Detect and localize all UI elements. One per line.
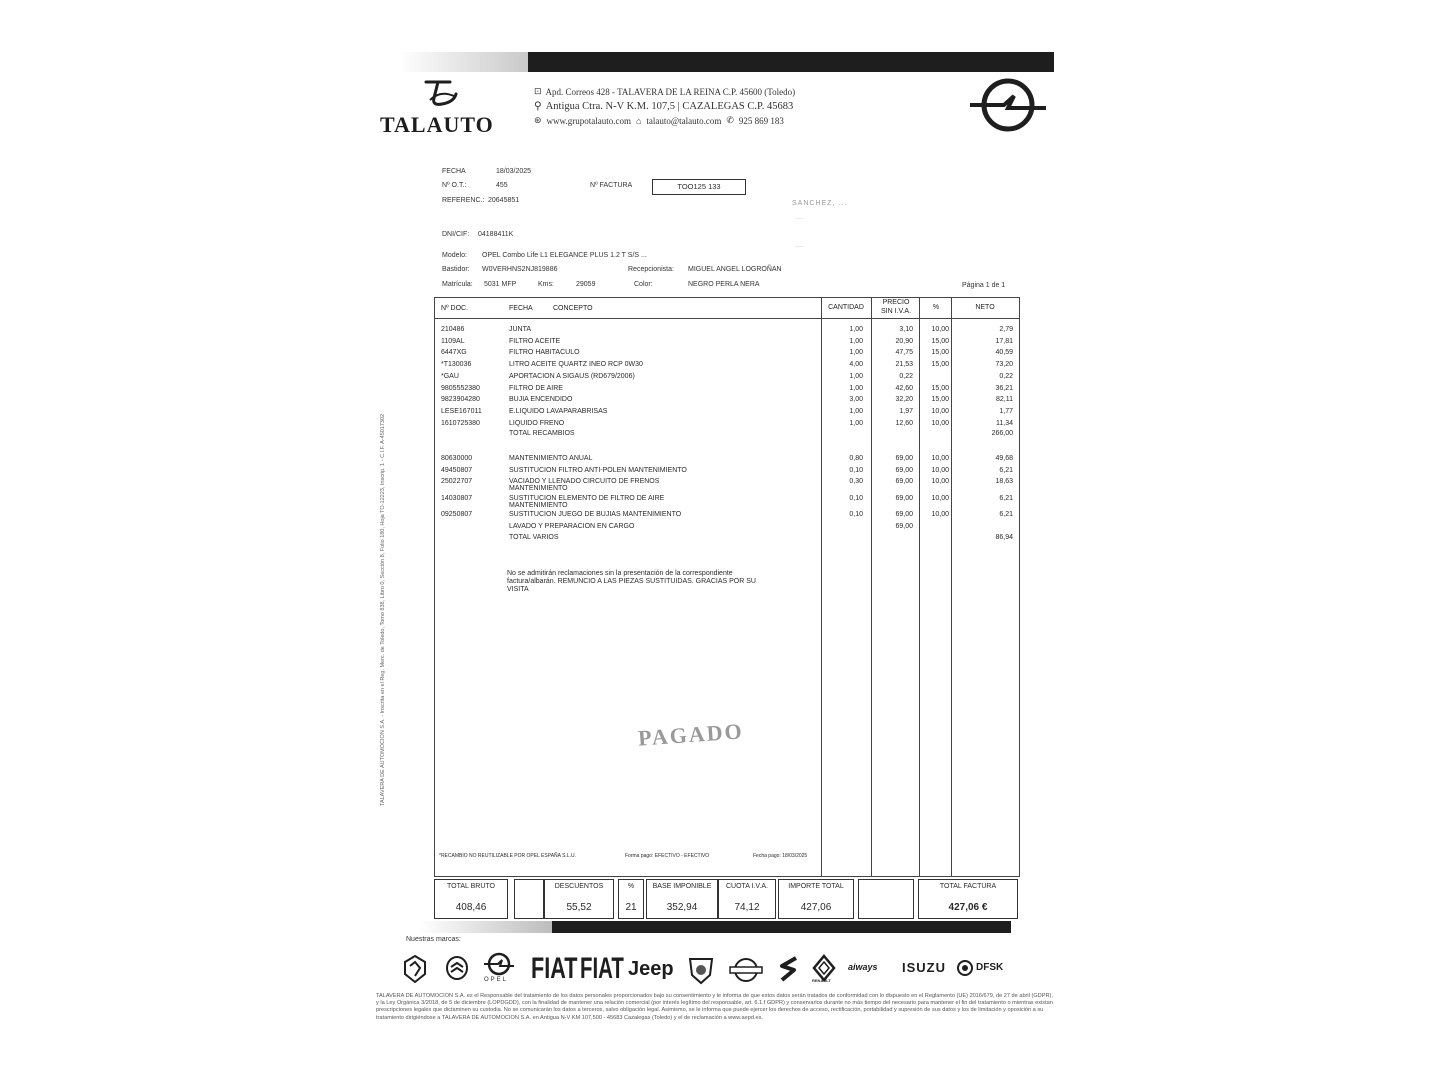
row-cantidad: 1,00 xyxy=(849,349,863,357)
renault-logo-icon xyxy=(810,954,838,989)
location-pin-icon: ⚲ xyxy=(534,101,542,112)
row-neto: 18,63 xyxy=(995,478,1013,485)
row-concepto: MANTENIMIENTO ANUAL xyxy=(509,455,593,462)
base-imponible-value: 352,94 xyxy=(666,902,698,913)
row-neto: 6,21 xyxy=(999,511,1013,518)
row-doc: 09250807 xyxy=(441,511,473,518)
row-concepto: APORTACION A SIGAUS (RD679/2006) xyxy=(509,372,635,380)
kms-value: 29059 xyxy=(576,281,596,288)
total-bruto-value: 408,46 xyxy=(455,902,487,913)
row-cantidad: 0,10 xyxy=(849,494,863,502)
recepcionista-value: MIGUEL ANGEL LOGROÑAN xyxy=(688,266,782,273)
row-neto: 82,11 xyxy=(996,396,1013,404)
jeep-brand-text: Jeep xyxy=(628,958,674,980)
aiways-brand-text: aiways xyxy=(848,962,878,972)
opel-logo xyxy=(968,78,1048,137)
brands-label: Nuestras marcas: xyxy=(406,936,461,943)
row-pct: 10,00 xyxy=(931,419,949,427)
row-cantidad: 4,00 xyxy=(849,361,863,369)
color-label: Color: xyxy=(634,281,653,288)
address-block xyxy=(534,86,795,126)
total-bruto-label: TOTAL BRUTO xyxy=(447,883,495,890)
row-cantidad: 0,10 xyxy=(849,466,863,474)
row-neto: 2,79 xyxy=(999,326,1013,333)
row-doc: 9823904280 xyxy=(441,396,480,404)
header-bar xyxy=(528,52,1054,72)
bastidor-value: W0VERHNS2NJ819886 xyxy=(482,266,558,273)
row-cantidad: 1,00 xyxy=(849,337,863,345)
descuentos-label: DESCUENTOS xyxy=(554,883,604,890)
total-bruto-box xyxy=(434,879,508,919)
nissan-logo-icon xyxy=(728,955,764,990)
row-cantidad: 1,00 xyxy=(849,326,863,333)
row-concepto: LIQUIDO FRENO xyxy=(509,419,565,427)
header-bar-fade xyxy=(400,52,528,72)
col-divider-cantidad xyxy=(821,298,822,876)
row-neto: 36,21 xyxy=(995,384,1013,392)
footer-note-payment: Forma pago: EFECTIVO - EFECTIVO xyxy=(625,853,710,859)
company-phone: 925 869 183 xyxy=(738,115,784,126)
row-doc: *T130036 xyxy=(441,361,472,369)
dni-label: DNI/CIF: xyxy=(442,231,470,238)
row-pct: 10,00 xyxy=(931,326,949,333)
bastidor-label: Bastidor: xyxy=(442,266,470,273)
footer-note-date: Fecha pago: 18/03/2025 xyxy=(753,853,808,859)
base-imponible-label: BASE IMPONIBLE xyxy=(652,883,712,890)
row-neto: 6,21 xyxy=(999,494,1013,502)
ot-value: 455 xyxy=(496,182,508,189)
modelo-label: Modelo: xyxy=(442,252,467,259)
total-recambios-value: 266,00 xyxy=(991,430,1013,437)
row-concepto: VACIADO Y LLENADO CIRCUITO DE FRENOS xyxy=(509,478,660,485)
customer-line-2: ... xyxy=(796,214,805,221)
header-pct: % xyxy=(932,304,940,311)
row-concepto: BUJIA ENCENDIDO xyxy=(509,396,573,404)
renault-brand-text: RENAULT xyxy=(812,978,831,983)
row-concepto: FILTRO HABITACULO xyxy=(509,349,580,357)
referencia-label: REFERENC.: xyxy=(442,197,485,204)
abarth-logo-icon xyxy=(686,955,716,990)
importe-total-box xyxy=(778,879,854,919)
row-precio: 0,22 xyxy=(899,372,913,380)
row-doc: *GAU xyxy=(441,372,459,380)
cuota-iva-label: CUOTA I.V.A. xyxy=(725,883,768,890)
iva-pct-value: 21 xyxy=(625,902,637,913)
header-neto: NETO xyxy=(975,304,995,311)
empty-box xyxy=(514,879,544,919)
total-varios-value: 86,94 xyxy=(995,534,1013,541)
row-concepto: LITRO ACEITE QUARTZ INEO RCP 0W30 xyxy=(509,361,643,369)
row-concepto: SUSTITUCION JUEGO DE BUJIAS MANTENIMIENTO xyxy=(509,511,682,518)
total-factura-label: TOTAL FACTURA xyxy=(939,883,997,890)
row-pct: 10,00 xyxy=(931,511,949,518)
matricula-value: 5031 MFP xyxy=(484,281,517,288)
row-precio: 69,00 xyxy=(895,478,913,485)
fiat-brand-text: FIAT xyxy=(531,952,578,985)
customer-line-3: ... xyxy=(796,242,805,249)
row-pct: 10,00 xyxy=(931,494,949,502)
row-doc: 210486 xyxy=(441,326,465,333)
row-pct: 10,00 xyxy=(931,407,949,415)
row-neto: 49,68 xyxy=(995,455,1013,462)
row-concepto-cont: MANTENIMIENTO xyxy=(509,501,568,509)
opel-brand-text: OPEL xyxy=(484,977,509,983)
row-cantidad: 1,00 xyxy=(849,372,863,380)
cuota-iva-value: 74,12 xyxy=(734,902,760,913)
row-concepto: E.LIQUIDO LAVAPARABRISAS xyxy=(509,407,608,415)
cuota-iva-box xyxy=(718,879,776,919)
row-doc: LESE167011 xyxy=(441,407,482,415)
row-precio: 42,60 xyxy=(895,384,913,392)
row-cantidad: 1,00 xyxy=(849,419,863,427)
row-pct: 10,00 xyxy=(931,455,949,462)
col-divider-precio xyxy=(871,298,872,876)
factura-number: TOO125 133 xyxy=(652,179,746,195)
row-pct: 10,00 xyxy=(931,466,949,474)
row-concepto: SUSTITUCION ELEMENTO DE FILTRO DE AIRE xyxy=(509,494,665,502)
row-precio: 69,00 xyxy=(895,511,913,518)
factura-label: Nº FACTURA xyxy=(590,182,633,189)
invoice-table xyxy=(434,297,1020,877)
row-neto: 6,21 xyxy=(999,466,1013,474)
dfsk-brand-text: DFSK xyxy=(976,962,1004,973)
row-neto: 73,20 xyxy=(995,361,1013,369)
matricula-label: Matrícula: xyxy=(442,281,473,288)
row-doc: 25022707 xyxy=(441,478,473,485)
row-cantidad: 1,00 xyxy=(849,384,863,392)
row-precio: 47,75 xyxy=(895,349,913,357)
row-concepto: SUSTITUCION FILTRO ANTI-POLEN MANTENIMIENTO xyxy=(509,466,687,474)
dfsk-logo-icon xyxy=(956,959,974,982)
header-concepto: CONCEPTO xyxy=(553,305,593,312)
row-doc: 1109AL xyxy=(441,337,465,345)
peugeot-logo-icon xyxy=(402,954,428,989)
citroen-logo-icon xyxy=(444,954,470,989)
ot-label: Nº O.T.: xyxy=(442,182,467,189)
row-cantidad: 1,00 xyxy=(849,407,863,415)
fecha-value: 18/03/2025 xyxy=(496,168,532,175)
row-doc: 9805552380 xyxy=(441,384,480,392)
customer-line-1: SANCHEZ, ... xyxy=(792,200,848,207)
col-divider-pct xyxy=(919,298,920,876)
talauto-logo-mark xyxy=(420,76,462,115)
total-factura-box xyxy=(918,879,1018,919)
row-precio: 69,00 xyxy=(895,522,913,530)
descuentos-box xyxy=(544,879,614,919)
total-recambios-label: TOTAL RECAMBIOS xyxy=(509,430,575,437)
row-precio: 69,00 xyxy=(895,494,913,502)
row-concepto: FILTRO ACEITE xyxy=(509,337,561,345)
kms-label: Kms: xyxy=(538,281,554,288)
total-varios-label: TOTAL VARIOS xyxy=(509,534,559,541)
company-email: talauto@talauto.com xyxy=(646,115,722,126)
phone-icon: ✆ xyxy=(726,115,734,125)
importe-total-label: IMPORTE TOTAL xyxy=(788,883,844,890)
importe-total-value: 427,06 xyxy=(800,902,832,913)
suzuki-logo-icon xyxy=(774,954,804,989)
color-value: NEGRO PERLA NERA xyxy=(688,281,760,288)
note-line-2: factura/albarán. REMUNCIO A LAS PIEZAS SUSTITUIDAS. GRACIAS POR SU xyxy=(507,578,756,585)
row-doc: 49450807 xyxy=(441,466,473,474)
page-indicator: Página 1 de 1 xyxy=(962,282,1006,289)
row-precio: 20,90 xyxy=(895,337,913,345)
footer-bar-fade xyxy=(420,921,552,933)
footer-note-left: *RECAMBIO NO REUTILIZABLE POR OPEL ESPAÑA S.L.U. xyxy=(439,853,576,859)
header-precio: PRECIO xyxy=(882,299,910,306)
descuentos-value: 55,52 xyxy=(566,902,592,913)
note-line-3: VISITA xyxy=(507,586,529,593)
row-cantidad: 3,00 xyxy=(849,396,863,404)
row-precio: 69,00 xyxy=(895,466,913,474)
row-precio: 12,60 xyxy=(895,419,913,427)
row-neto: 40,59 xyxy=(995,349,1013,357)
row-concepto-cont: MANTENIMIENTO xyxy=(509,485,568,492)
company-name: TALAUTO xyxy=(380,112,494,137)
total-factura-value: 427,06 € xyxy=(948,902,988,913)
referencia-value: 20645851 xyxy=(488,197,520,204)
row-pct: 15,00 xyxy=(931,349,949,357)
base-imponible-box xyxy=(646,879,718,919)
row-precio: 1,97 xyxy=(899,407,913,415)
row-neto: 11,34 xyxy=(996,419,1013,427)
row-cantidad: 0,80 xyxy=(849,455,863,462)
mailbox-icon: ⊡ xyxy=(534,86,542,96)
table-header-divider xyxy=(435,318,1019,319)
dni-value: 04188411K xyxy=(478,231,514,238)
registry-side-text: TALAVERA DE AUTOMOCION S.A. - Inscrita en el Reg. Merc. de Toledo, Tomo 838, Libro 0, Sección 8, Folio 180, Hoja TO-12223, Inscrip. 1 - C.I.F. A-45017302 xyxy=(380,413,386,806)
iva-pct-label: % xyxy=(627,883,635,890)
row-precio: 3,10 xyxy=(899,326,913,333)
row-cantidad: 0,30 xyxy=(849,478,863,485)
paid-stamp: PAGADO xyxy=(637,718,745,751)
iva-pct-box xyxy=(618,879,644,919)
recepcionista-label: Recepcionista: xyxy=(628,266,674,273)
row-neto: 0,22 xyxy=(999,372,1013,380)
note-line-1: No se admitirán reclamaciones sin la presentación de la correspondiente xyxy=(507,570,733,577)
row-doc: 1610725380 xyxy=(441,419,480,427)
row-concepto: LAVADO Y PREPARACION EN CARGO xyxy=(509,522,635,530)
row-precio: 32,20 xyxy=(895,396,913,404)
row-concepto: JUNTA xyxy=(509,326,532,333)
row-concepto: FILTRO DE AIRE xyxy=(509,384,563,392)
email-icon: ⌂ xyxy=(635,115,642,126)
web-icon: ⊛ xyxy=(534,115,542,125)
row-cantidad: 0,10 xyxy=(849,511,863,518)
row-pct: 15,00 xyxy=(931,337,949,345)
company-web: www.grupotalauto.com xyxy=(546,115,631,126)
row-doc: 14030807 xyxy=(441,494,473,502)
row-precio: 69,00 xyxy=(895,455,913,462)
header-precio-sin-iva: SIN I.V.A. xyxy=(880,308,912,315)
header-fecha: FECHA xyxy=(509,305,533,312)
row-pct: 15,00 xyxy=(931,396,949,404)
legal-notice: TALAVERA DE AUTOMOCION S.A. es el Responsable del tratamiento de los datos personales proporcionados bajo su consentimiento y le informa de que estos datos serán tratados de conformidad con lo dispuesto en el Reglamento (UE) 2016/679, de 27 de abril (GDPR), y la Ley Orgánica 3/2018, de 5 de diciembre (LOPDGDD), con la finalidad de mantener una relación comercial (por interés legítimo del responsable, art. 6.1.f GDPR) y conservarlos durante no más tiempo del necesario para mantener el fin del tratamiento o mientras existan prescripciones legales que dictaminen su custodia. No se comunicarán los datos a terceros, salvo obligación legal. Asimismo, se le informa que puede ejercer los derechos de acceso, rectificación, portabilidad y supresión de sus datos y los de limitación y oposición a su tratamiento dirigiéndose a TALAVERA DE AUTOMOCION S.A. en Antigua N-V KM 107,500 - 45683 Cazalegas (Toledo) y el de reclamación a www.aepd.es. xyxy=(376,993,1053,1021)
row-doc: 6447XG xyxy=(441,349,467,357)
header-doc: Nº DOC. xyxy=(441,305,469,312)
row-neto: 17,81 xyxy=(995,337,1013,345)
footer-bar xyxy=(552,921,1011,933)
address-line-1: Apd. Correos 428 - TALAVERA DE LA REINA C.P. 45600 (Toledo) xyxy=(545,86,796,97)
row-neto: 1,77 xyxy=(999,407,1013,415)
fiat-professional-brand-text: FIAT xyxy=(580,952,624,985)
row-pct: 15,00 xyxy=(931,361,949,369)
row-pct: 15,00 xyxy=(931,384,949,392)
address-line-2: Antigua Ctra. N-V K.M. 107,5 | CAZALEGAS C.P. 45683 xyxy=(545,100,794,112)
empty-box-2 xyxy=(858,879,914,919)
modelo-value: OPEL Combo Life L1 ELEGANCE PLUS 1.2 T S/S ... xyxy=(482,252,647,259)
row-doc: 80630000 xyxy=(441,455,473,462)
row-pct: 10,00 xyxy=(931,478,949,485)
isuzu-brand-text: ISUZU xyxy=(902,960,946,975)
col-divider-neto xyxy=(951,298,952,876)
row-precio: 21,53 xyxy=(895,361,913,369)
fecha-label: FECHA xyxy=(442,168,466,175)
header-cantidad: CANTIDAD xyxy=(828,304,864,311)
